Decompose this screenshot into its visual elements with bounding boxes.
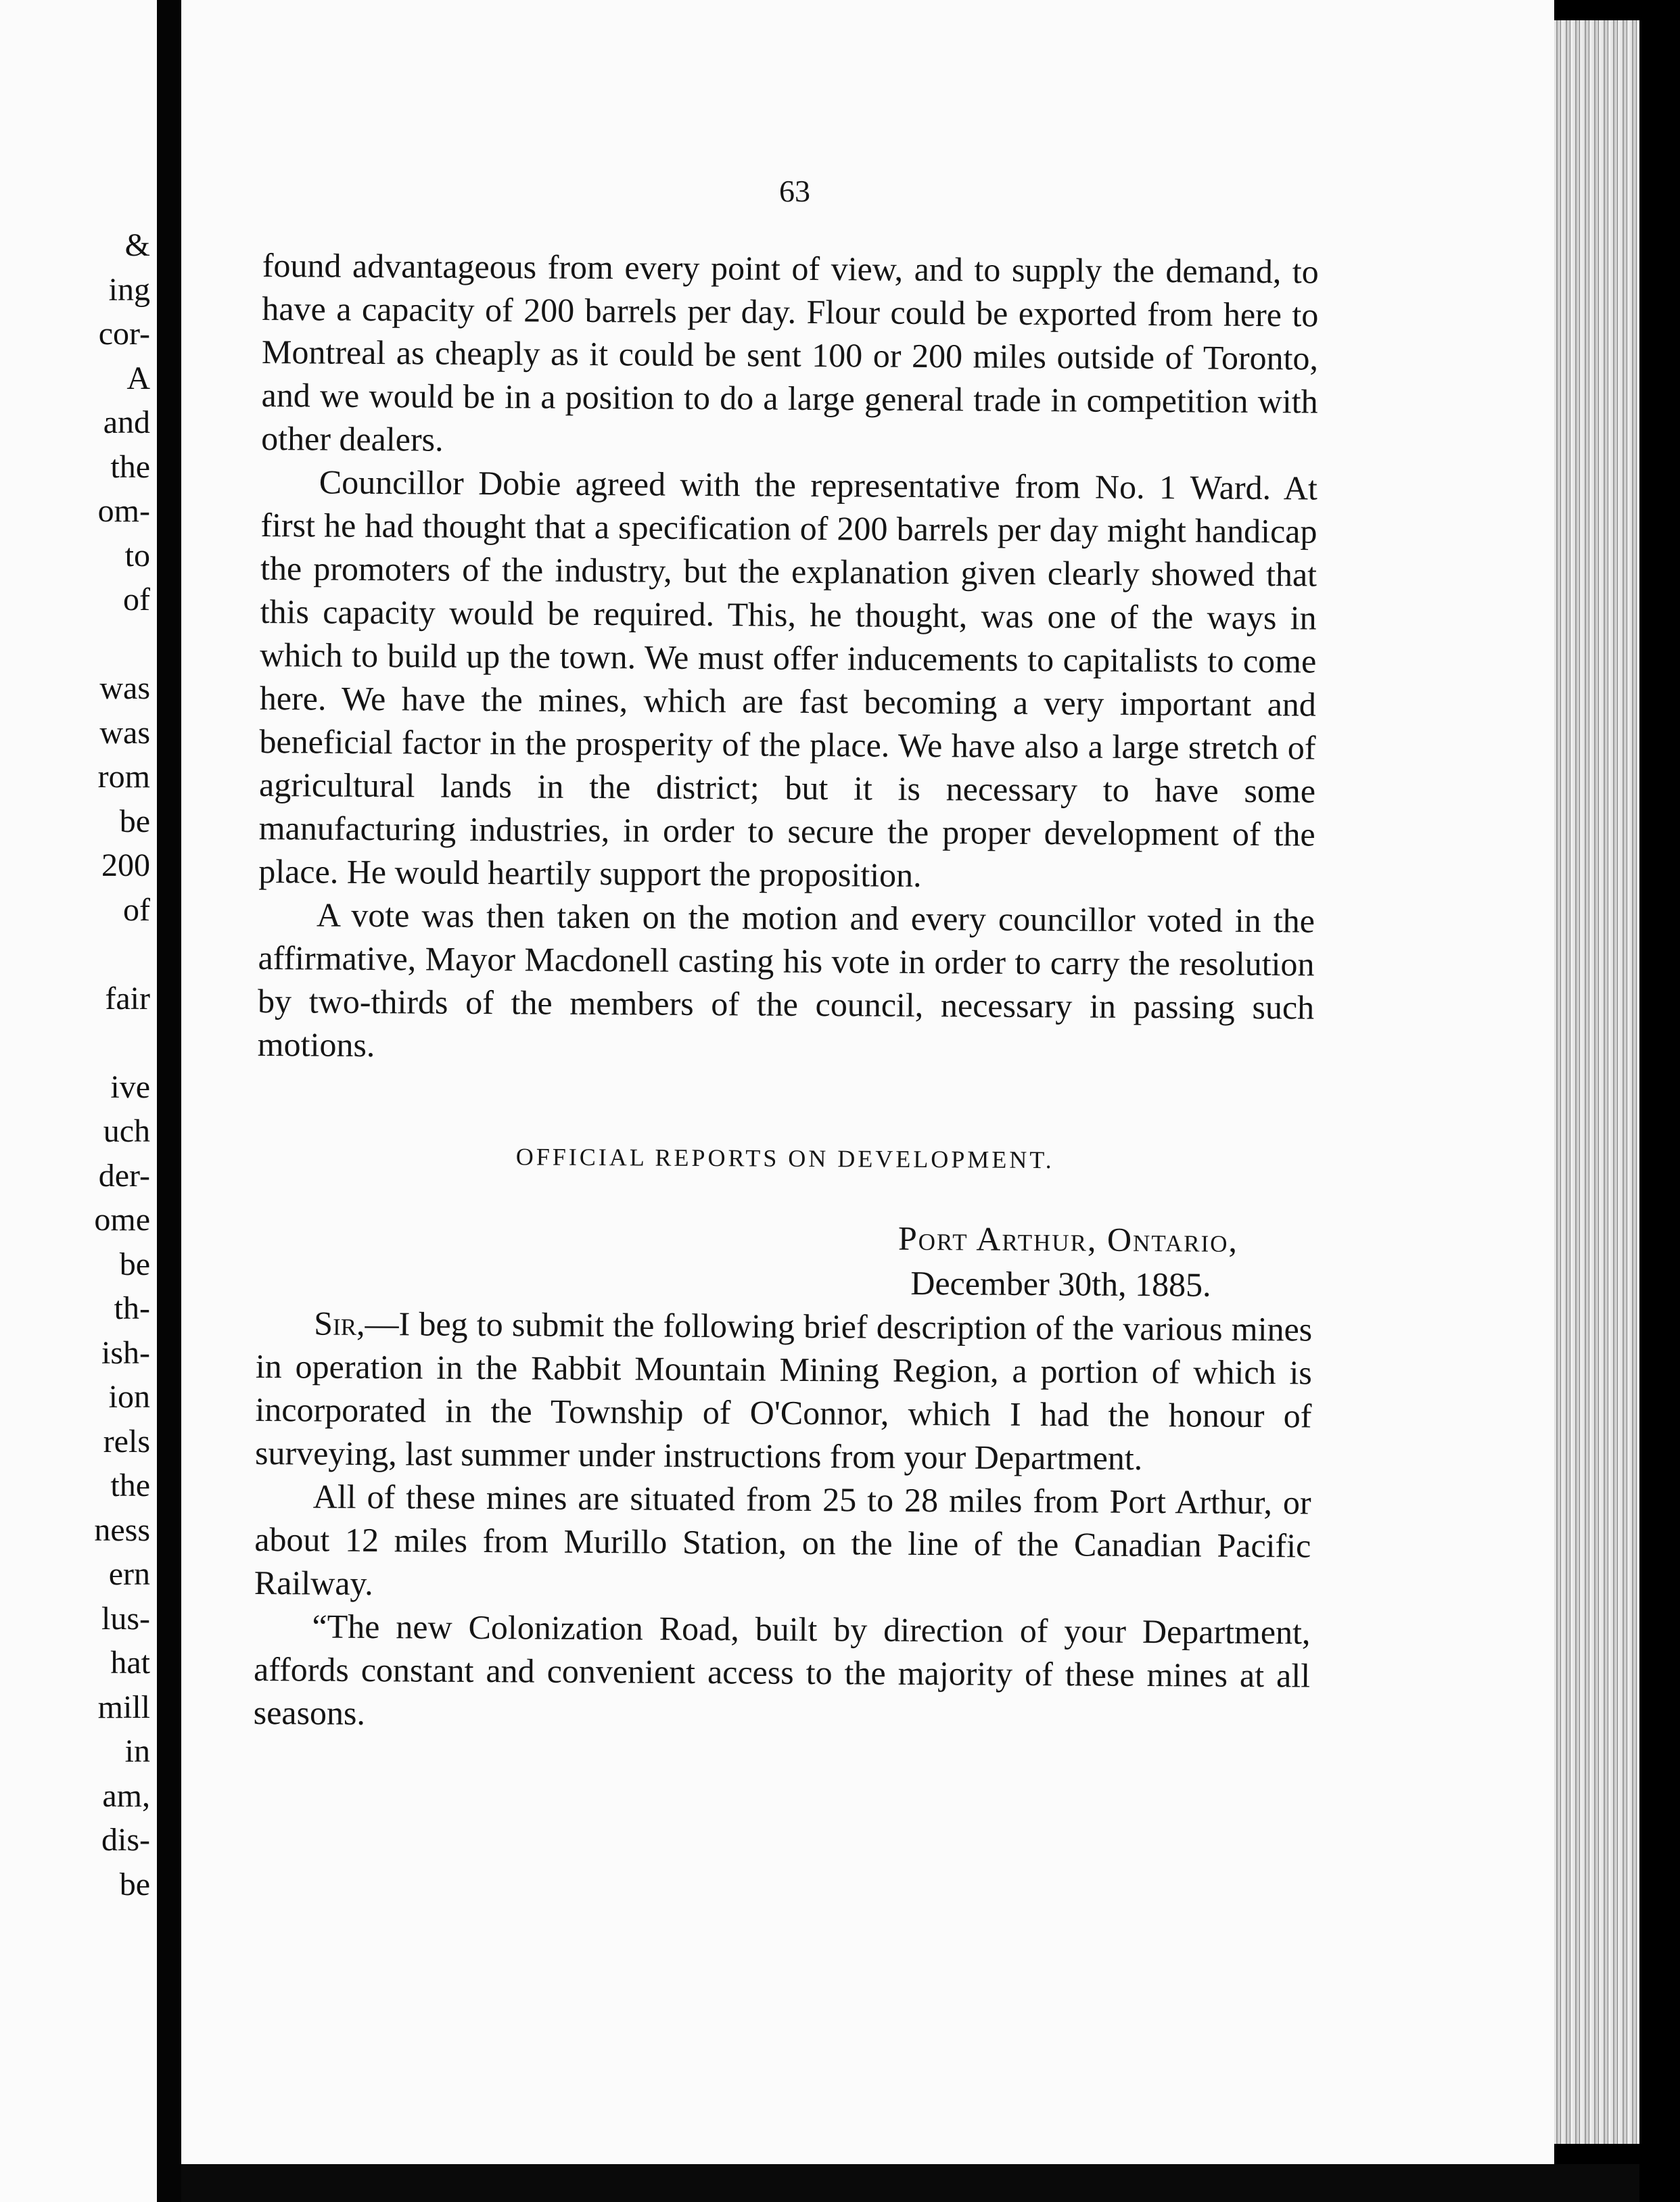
fragment-line: hat: [110, 1645, 150, 1681]
page-body: [254, 243, 1319, 1741]
fragment-line: ome: [94, 1202, 150, 1238]
fragment-line: [0, 932, 157, 977]
scan-border-bottom: [181, 2164, 1639, 2202]
fragment-line: A: [126, 360, 150, 396]
fragment-line: ish-: [101, 1334, 150, 1371]
letter-paragraph: “The new Colonization Road, built by direction of your Department, affords constant and convenient access to the majority of these mines at all seasons.: [253, 1607, 1311, 1732]
salutation: Sir,: [314, 1304, 365, 1342]
book-gutter: [157, 0, 181, 2202]
fragment-line: [0, 1021, 157, 1065]
left-page-text-fragments: [0, 223, 157, 1906]
fragment-line: om-: [97, 493, 150, 529]
fragment-line: rels: [103, 1423, 150, 1459]
fragment-line: of: [123, 891, 150, 928]
fragment-line: ern: [108, 1556, 150, 1592]
fragment-line: be: [119, 1866, 150, 1902]
fragment-line: dis-: [101, 1822, 150, 1858]
fragment-line: the: [110, 448, 150, 485]
fragment-line: ing: [108, 271, 150, 308]
fragment-line: ive: [110, 1069, 150, 1105]
fragment-line: th-: [114, 1290, 150, 1326]
paragraph: Councillor Dobie agreed with the representative from No. 1 Ward. At first he had thought that a specification of 200 barrels per day might handicap the promoters of the industry, but the explanation given clearly showed that this capacity would be required. This, he thought, was one of the ways in which to build up the town. We must offer inducements to capitalists to come here. We have the mines, which are fast becoming a very important and beneficial factor in the prosperity of the place. We have also a large stretch of agricultural lands in the district; but it is necessary to have some manufacturing industries, in order to secure the proper development of the place. He would heartily support the proposition.: [258, 463, 1317, 894]
fragment-line: ion: [108, 1379, 150, 1415]
fragment-line: of: [123, 582, 150, 617]
fragment-line: to: [124, 537, 150, 573]
fragment-line: ness: [94, 1512, 150, 1548]
letter-paragraph-text: —I beg to submit the following brief description of the various mines in operation in the Rabbit Mountain Mining Region, a portion of which is incorporated in the Township of O'Connor, which I had the honour of surveying, last summer under instructions from your Department.: [254, 1304, 1313, 1477]
page-number: 63: [779, 174, 810, 208]
fragment-line: in: [124, 1733, 150, 1769]
fragment-line: was: [99, 670, 150, 706]
fragment-line: be: [119, 803, 150, 839]
letter-paragraph: [255, 1301, 1313, 1481]
fragment-line: &: [124, 227, 150, 263]
fragment-line: mill: [97, 1689, 150, 1725]
fragment-line: 200: [101, 847, 150, 883]
fragment-line: be: [119, 1246, 150, 1282]
fragment-line: was: [99, 714, 150, 751]
fragment-line: fair: [105, 980, 150, 1016]
paragraph: found advantageous from every point of view, and to supply the demand, to have a capacity of 200 barrels per day. Flour could be exported from here to Montreal as cheaply as it could be sent 100 or 200 miles outside of Toronto, and we would be in a position to do a large general trade in competition with other dealers.: [261, 245, 1319, 459]
left-page: [0, 0, 157, 2202]
scan-border-right: [1639, 0, 1680, 2202]
fragment-line: der-: [98, 1157, 150, 1194]
fragment-line: uch: [103, 1113, 150, 1149]
page-edges: [1554, 20, 1639, 2144]
fragment-line: lus-: [101, 1600, 150, 1637]
dateline-date: December 30th, 1885.: [910, 1263, 1211, 1304]
fragment-line: cor-: [98, 316, 150, 352]
fragment-line: [0, 622, 157, 667]
paragraph: A vote was then taken on the motion and every councillor voted in the affirmative, Mayor Macdonell casting his vote in order to carry the resolution by two-thirds of the members of the council, necessary in passing such motions.: [257, 895, 1315, 1064]
fragment-line: am,: [102, 1777, 150, 1814]
fragment-line: rom: [97, 759, 150, 795]
fragment-line: and: [103, 404, 150, 440]
letter-paragraph: All of these mines are situated from 25 to 28 miles from Port Arthur, or about 12 miles from Murillo Station, on the line of the Canadian Pacific Railway.: [254, 1477, 1311, 1603]
fragment-line: the: [110, 1468, 150, 1503]
dateline-place: Port Arthur, Ontario,: [897, 1219, 1239, 1259]
section-heading: OFFICIAL REPORTS ON DEVELOPMENT.: [515, 1143, 1054, 1174]
dateline: [256, 1212, 1313, 1308]
